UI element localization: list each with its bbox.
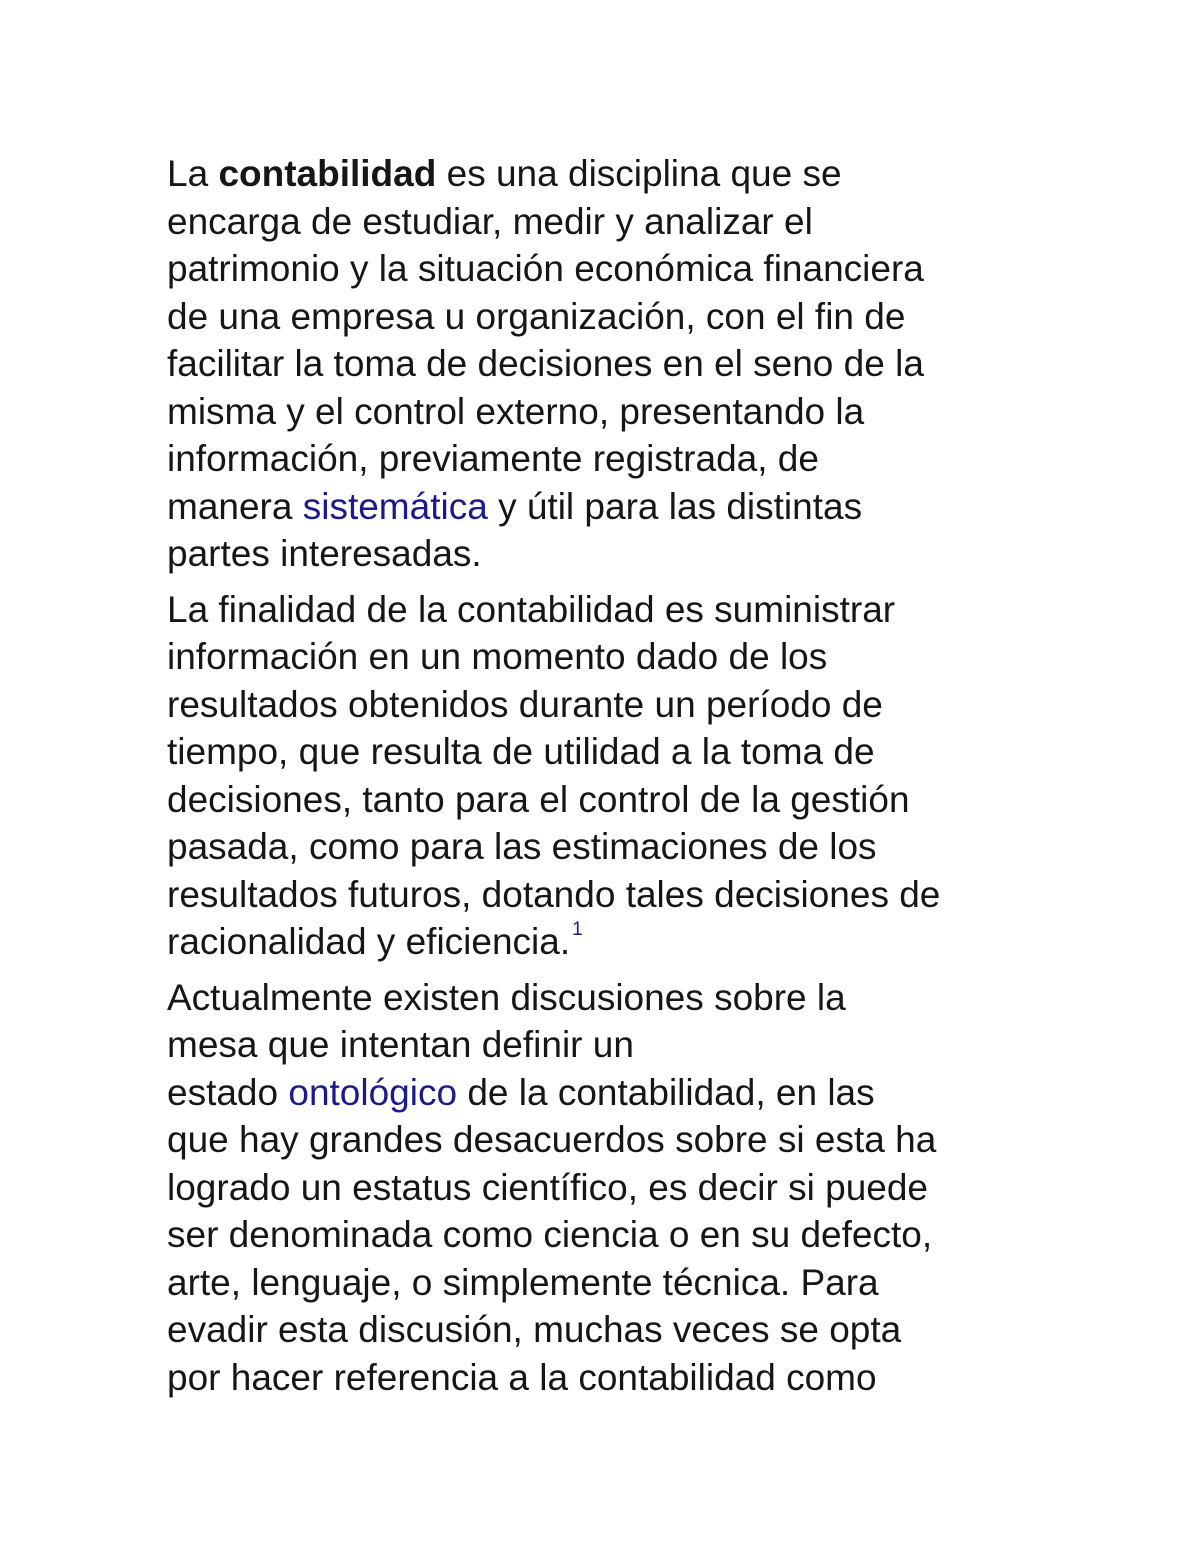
text-line: de una empresa u organización, con el fin de [167, 295, 906, 337]
document-page [167, 150, 1037, 1409]
line-text: racionalidad y eficiencia. [167, 921, 571, 962]
text-line: facilitar la toma de decisiones en el seno de la [167, 343, 924, 384]
text-line: Actualmente existen discusiones sobre la [167, 976, 846, 1018]
text-line [167, 150, 1037, 198]
text-line: logrado un estatus científico, es decir si puede [167, 1166, 929, 1208]
text-line: partes interesadas. [167, 533, 482, 574]
link-sistematica[interactable]: sistemática [302, 485, 488, 527]
paragraph-definition [167, 150, 1037, 578]
line-text: es una disciplina que se [436, 153, 842, 194]
text-line: pasada, como para las estimaciones de los [167, 826, 877, 867]
text-line: evadir esta discusión, muchas veces se opta [167, 1309, 902, 1350]
bold-term-contabilidad: contabilidad [218, 153, 437, 194]
text-line [167, 483, 1037, 531]
text-line: tiempo, que resulta de utilidad a la toma de [167, 731, 875, 772]
line-text: estado [167, 1071, 289, 1113]
text-line: decisiones, tanto para el control de la gestión [167, 778, 910, 820]
footnote-reference[interactable]: 1 [572, 919, 583, 940]
text-line: misma y el control externo, presentando la [167, 390, 865, 432]
text-line: información, previamente registrada, de [167, 438, 819, 479]
text-line: resultados obtenidos durante un período de [167, 683, 883, 725]
link-ontologico[interactable]: ontológico [288, 1071, 458, 1113]
line-text: de la contabilidad, en las [457, 1071, 875, 1113]
text-line: ser denominada como ciencia o en su defecto, [167, 1214, 933, 1255]
text-line: encarga de estudiar, medir y analizar el [167, 200, 813, 242]
line-text: y útil para las distintas [487, 485, 863, 527]
line-text: La [167, 153, 219, 194]
paragraph-debate [167, 974, 1037, 1402]
text-line [167, 1069, 1037, 1117]
text-line: información en un momento dado de los [167, 636, 828, 677]
text-line [167, 918, 1037, 966]
text-line: por hacer referencia a la contabilidad como [167, 1356, 877, 1398]
text-line: mesa que intentan definir un [167, 1024, 634, 1065]
line-text: manera [167, 485, 303, 527]
text-line: resultados futuros, dotando tales decisiones de [167, 873, 941, 915]
paragraph-purpose [167, 586, 1037, 966]
text-line: patrimonio y la situación económica financiera [167, 248, 924, 289]
text-line: que hay grandes desacuerdos sobre si esta ha [167, 1119, 937, 1160]
text-line: arte, lenguaje, o simplemente técnica. Para [167, 1261, 879, 1303]
text-line: La finalidad de la contabilidad es suministrar [167, 588, 896, 630]
